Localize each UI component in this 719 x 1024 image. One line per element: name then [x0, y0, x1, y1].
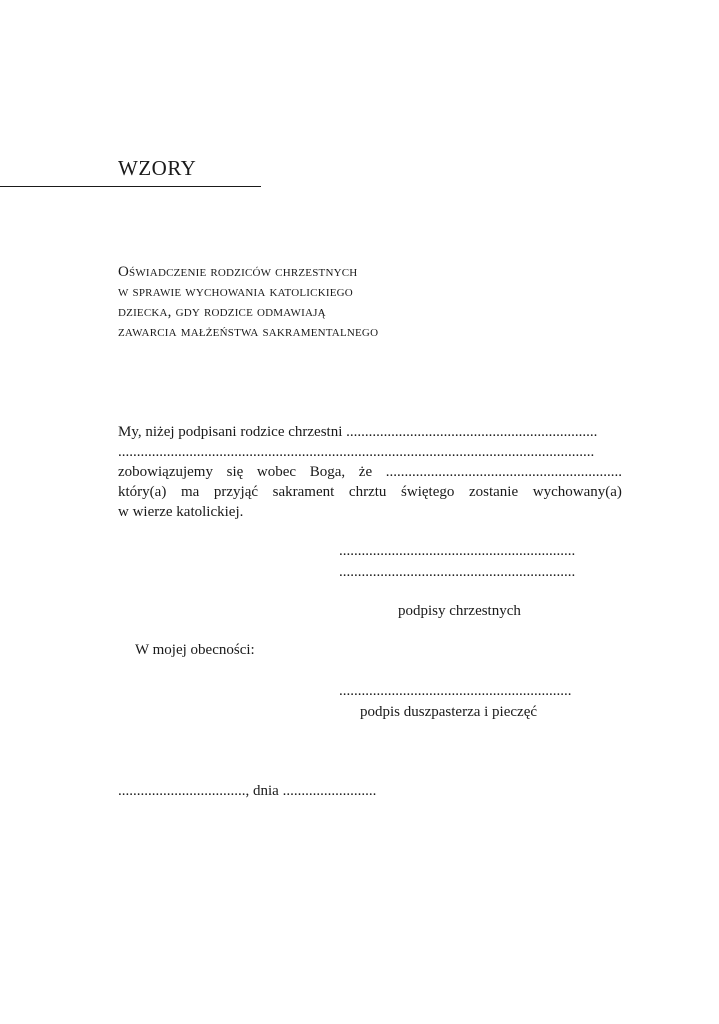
declaration-word: przyjąć: [213, 484, 259, 500]
declaration-line-5: w wierze katolickiej.: [118, 504, 244, 520]
presence-label: W mojej obecności:: [135, 642, 255, 658]
heading-line-1: Oświadczenie rodziców chrzestnych: [118, 264, 358, 280]
priest-signature-label: podpis duszpasterza i pieczęć: [360, 704, 538, 720]
heading-line-4: zawarcia małżeństwa sakramentalnego: [118, 324, 379, 340]
declaration-word: ma: [180, 484, 200, 500]
declaration-line-2: ...............................................................................................................................: [118, 444, 595, 460]
declaration-line-4: [118, 482, 622, 502]
declaration-line-3: [118, 462, 622, 482]
document-heading: [118, 262, 618, 342]
declaration-word: sakrament: [272, 484, 335, 500]
declaration-word: wychowany(a): [532, 484, 622, 500]
child-name-blank: ...............................................................: [385, 464, 622, 480]
godparent-signature-line-2: ...............................................................: [339, 564, 576, 580]
heading-line-3: dziecka, gdy rodzice odmawiają: [118, 304, 326, 320]
declaration-word: świętego: [401, 484, 455, 500]
declaration-word: który(a): [118, 484, 167, 500]
date-blank: .........................: [282, 783, 377, 799]
declaration-word: że: [358, 464, 373, 480]
godparent-signature-line-1: ...............................................................: [339, 543, 576, 559]
godparent-signature-label: podpisy chrzestnych: [398, 603, 521, 619]
declaration-word: się: [226, 464, 244, 480]
declaration-line-1: My, niżej podpisani rodzice chrzestni ...................................................................: [118, 424, 598, 440]
priest-signature-line: ..............................................................: [339, 683, 572, 699]
declaration-word: chrztu: [348, 484, 387, 500]
declaration-word: Boga,: [309, 464, 346, 480]
declaration-word: wobec: [256, 464, 297, 480]
place-blank: ..................................: [118, 783, 246, 799]
declaration-word: zostanie: [468, 484, 519, 500]
place-date-line: [118, 781, 376, 801]
declaration-word: zobowiązujemy: [118, 464, 213, 480]
section-title-rule: [0, 186, 261, 187]
heading-line-2: w sprawie wychowania katolickiego: [118, 284, 353, 300]
date-prefix: , dnia: [245, 783, 283, 799]
section-title: WZORY: [118, 156, 197, 180]
declaration-body: [118, 422, 622, 522]
